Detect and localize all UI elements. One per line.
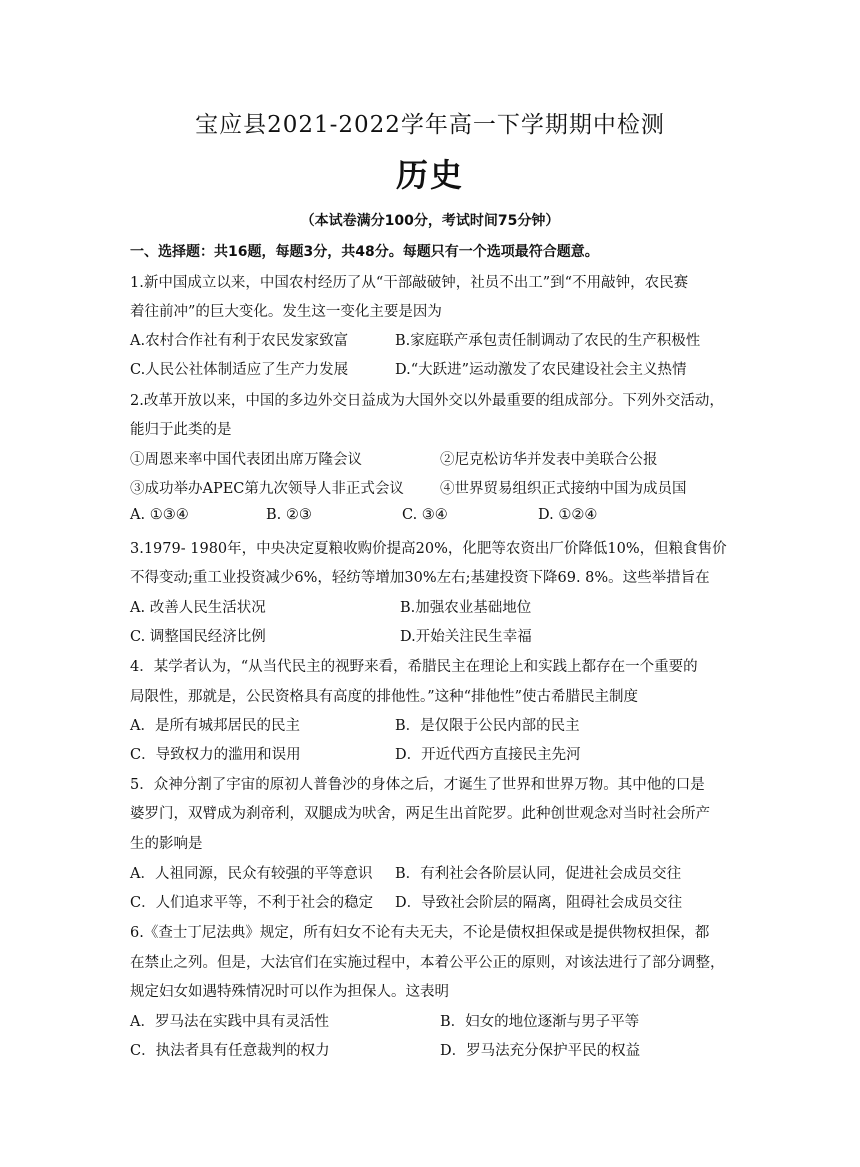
- q6-option-d: D．罗马法充分保护平民的权益: [440, 1043, 641, 1059]
- q1-stem-line: 着往前冲”的巨大变化。发生这一变化主要是因为: [130, 304, 442, 320]
- subject-title: 历史: [395, 156, 464, 194]
- q2-option-d: D. ①②④: [538, 507, 598, 523]
- q4-option-d: D．开近代西方直接民主先河: [395, 747, 581, 763]
- q2-item-3: ③成功举办APEC第九次领导人非正式会议: [130, 481, 404, 497]
- q5-option-b: B．有利社会各阶层认同，促进社会成员交往: [395, 866, 682, 882]
- q5-stem-line: 5．众神分割了宇宙的原初人普鲁沙的身体之后，才诞生了世界和世界万物。其中他的口是: [130, 777, 705, 793]
- q3-option-d: D.开始关注民生幸福: [400, 629, 532, 645]
- q5-stem-line: 婆罗门，双臂成为刹帝利，双腿成为吠舍，两足生出首陀罗。此种创世观念对当时社会所产: [130, 806, 710, 822]
- q6-stem-line: 规定妇女如遇特殊情况时可以作为担保人。这表明: [130, 984, 449, 1000]
- q5-stem-line: 生的影响是: [130, 836, 203, 852]
- q1-option-d: D.“大跃进”运动激发了农民建设社会主义热情: [395, 362, 687, 378]
- q1-stem-line: 1.新中国成立以来，中国农村经历了从“干部敲破钟，社员不出工”到“不用敲钟，农民赛: [130, 275, 689, 291]
- q6-stem-line: 在禁止之列。但是，大法官们在实施过程中，本着公平公正的原则，对该法进行了部分调整，: [130, 955, 725, 971]
- q5-option-d: D．导致社会阶层的隔离，阻碍社会成员交往: [395, 895, 683, 911]
- q2-item-1: ①周恩来率中国代表团出席万隆会议: [130, 452, 362, 468]
- q4-option-a: A．是所有城邦居民的民主: [130, 718, 300, 734]
- q2-item-2: ②尼克松访华并发表中美联合公报: [440, 452, 658, 468]
- q2-option-a: A. ①③④: [130, 507, 189, 523]
- q1-option-c: C.人民公社体制适应了生产力发展: [130, 362, 349, 378]
- q2-option-b: B. ②③: [266, 507, 312, 523]
- exam-note: （本试卷满分100分，考试时间75分钟）: [300, 213, 560, 229]
- q5-option-c: C．人们追求平等，不利于社会的稳定: [130, 895, 374, 911]
- q3-stem-line: 不得变动;重工业投资减少6%，轻纺等增加30%左右;基建投资下降69. 8%。这些举措旨在: [130, 570, 710, 586]
- q3-option-c: C. 调整国民经济比例: [130, 629, 266, 645]
- q1-option-b: B.家庭联产承包责任制调动了农民的生产积极性: [395, 333, 701, 349]
- q4-stem-line: 4．某学者认为，“从当代民主的视野来看，希腊民主在理论上和实践上都存在一个重要的: [130, 659, 698, 675]
- exam-title: 宝应县2021-2022学年高一下学期期中检测: [195, 112, 665, 138]
- q2-item-4: ④世界贸易组织正式接纳中国为成员国: [440, 481, 687, 497]
- q2-option-c: C. ③④: [402, 507, 448, 523]
- q6-stem-line: 6.《查士丁尼法典》规定，所有妇女不论有夫无夫，不论是债权担保或是提供物权担保，都: [130, 925, 710, 941]
- q3-option-b: B.加强农业基础地位: [400, 600, 532, 616]
- q6-option-a: A．罗马法在实践中具有灵活性: [130, 1014, 329, 1030]
- q2-stem-line: 能归于此类的是: [130, 422, 232, 438]
- q4-option-c: C．导致权力的滥用和误用: [130, 747, 301, 763]
- q2-stem-line: 2.改革开放以来，中国的多边外交日益成为大国外交以外最重要的组成部分。下列外交活动，: [130, 393, 724, 409]
- section-heading: 一、选择题：共16题，每题3分，共48分。每题只有一个选项最符合题意。: [130, 244, 599, 260]
- q3-stem-line: 3.1979- 1980年，中央决定夏粮收购价提高20%，化肥等农资出厂价降低10%，但粮食售价: [130, 541, 727, 557]
- q4-option-b: B．是仅限于公民内部的民主: [395, 718, 580, 734]
- q3-option-a: A. 改善人民生活状况: [130, 600, 266, 616]
- q4-stem-line: 局限性，那就是，公民资格具有高度的排他性。”这种“排他性”使古希腊民主制度: [130, 689, 638, 705]
- q5-option-a: A．人祖同源，民众有较强的平等意识: [130, 866, 373, 882]
- q6-option-c: C．执法者具有任意裁判的权力: [130, 1043, 330, 1059]
- q6-option-b: B．妇女的地位逐渐与男子平等: [440, 1014, 640, 1030]
- q1-option-a: A.农村合作社有利于农民发家致富: [130, 333, 349, 349]
